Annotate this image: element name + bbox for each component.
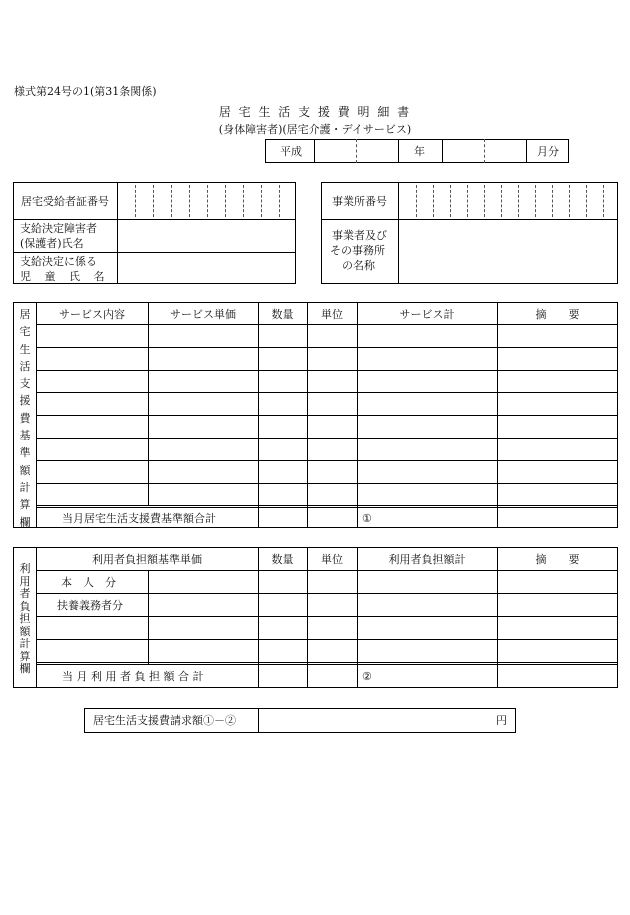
header-remarks: 摘 要 [535, 308, 580, 321]
header-service-content: サービス内容 [59, 308, 125, 321]
base-total-label: 当月居宅生活支援費基準額合計 [62, 512, 216, 525]
base-total-mark: ① [362, 512, 372, 525]
claim-unit: 円 [496, 714, 507, 727]
table1-side-label: 居 宅 生 活 支 援 費 基 準 額 計 算 欄 [19, 308, 31, 529]
page-subtitle: (身体障害者)(居宅介護・デイサービス) [218, 123, 412, 136]
provider-name-label-3: の名称 [342, 259, 375, 272]
header-quantity: 数量 [271, 308, 294, 321]
child-label-2: 児 童 氏 名 [20, 270, 110, 283]
row-self-label: 本 人 分 [61, 576, 116, 589]
provider-name-input[interactable] [399, 220, 617, 283]
header-service-total: サービス計 [399, 308, 455, 321]
header-unit: 単位 [321, 308, 343, 321]
table2-side-label: 利 用 者 負 担 額 計 算 欄 [19, 562, 31, 675]
burden-total-label: 当 月 利 用 者 負 担 額 合 計 [62, 670, 204, 683]
office-no-label: 事業所番号 [332, 195, 387, 208]
recipient-name-input[interactable] [118, 220, 295, 251]
child-name-input[interactable] [118, 253, 295, 283]
provider-name-label-2: その事務所 [330, 244, 385, 257]
provider-name-label-1: 事業者及び [332, 229, 387, 242]
month-label: 月分 [537, 145, 559, 158]
row-dependent-label: 扶養義務者分 [57, 599, 123, 612]
name-label-2: (保護者)氏名 [20, 237, 84, 250]
cert-no-input[interactable] [118, 183, 295, 218]
page-title: 居 宅 生 活 支 援 費 明 細 書 [218, 105, 412, 119]
user-burden-table [13, 547, 618, 688]
era-label: 平成 [280, 145, 302, 158]
cert-no-label: 居宅受給者証番号 [21, 195, 109, 208]
name-label-1: 支給決定障害者 [20, 222, 97, 235]
year-label: 年 [414, 145, 425, 158]
header-unit-2: 単位 [321, 553, 343, 566]
header-burden-base-price: 利用者負担額基準単価 [92, 553, 202, 566]
header-burden-total: 利用者負担額計 [388, 553, 466, 566]
header-service-unit-price: サービス単価 [170, 308, 236, 321]
claim-label: 居宅生活支援費請求額①－② [93, 714, 236, 727]
office-no-input[interactable] [399, 183, 617, 218]
claim-amount-input[interactable] [259, 709, 515, 732]
header-remarks-2: 摘 要 [535, 553, 580, 566]
year-input[interactable] [356, 139, 398, 163]
header-quantity-2: 数量 [271, 553, 294, 566]
burden-total-mark: ② [362, 670, 372, 683]
form-reference: 様式第24号の1(第31条関係) [14, 85, 157, 98]
child-label-1: 支給決定に係る [20, 255, 97, 268]
month-input[interactable] [442, 139, 526, 163]
